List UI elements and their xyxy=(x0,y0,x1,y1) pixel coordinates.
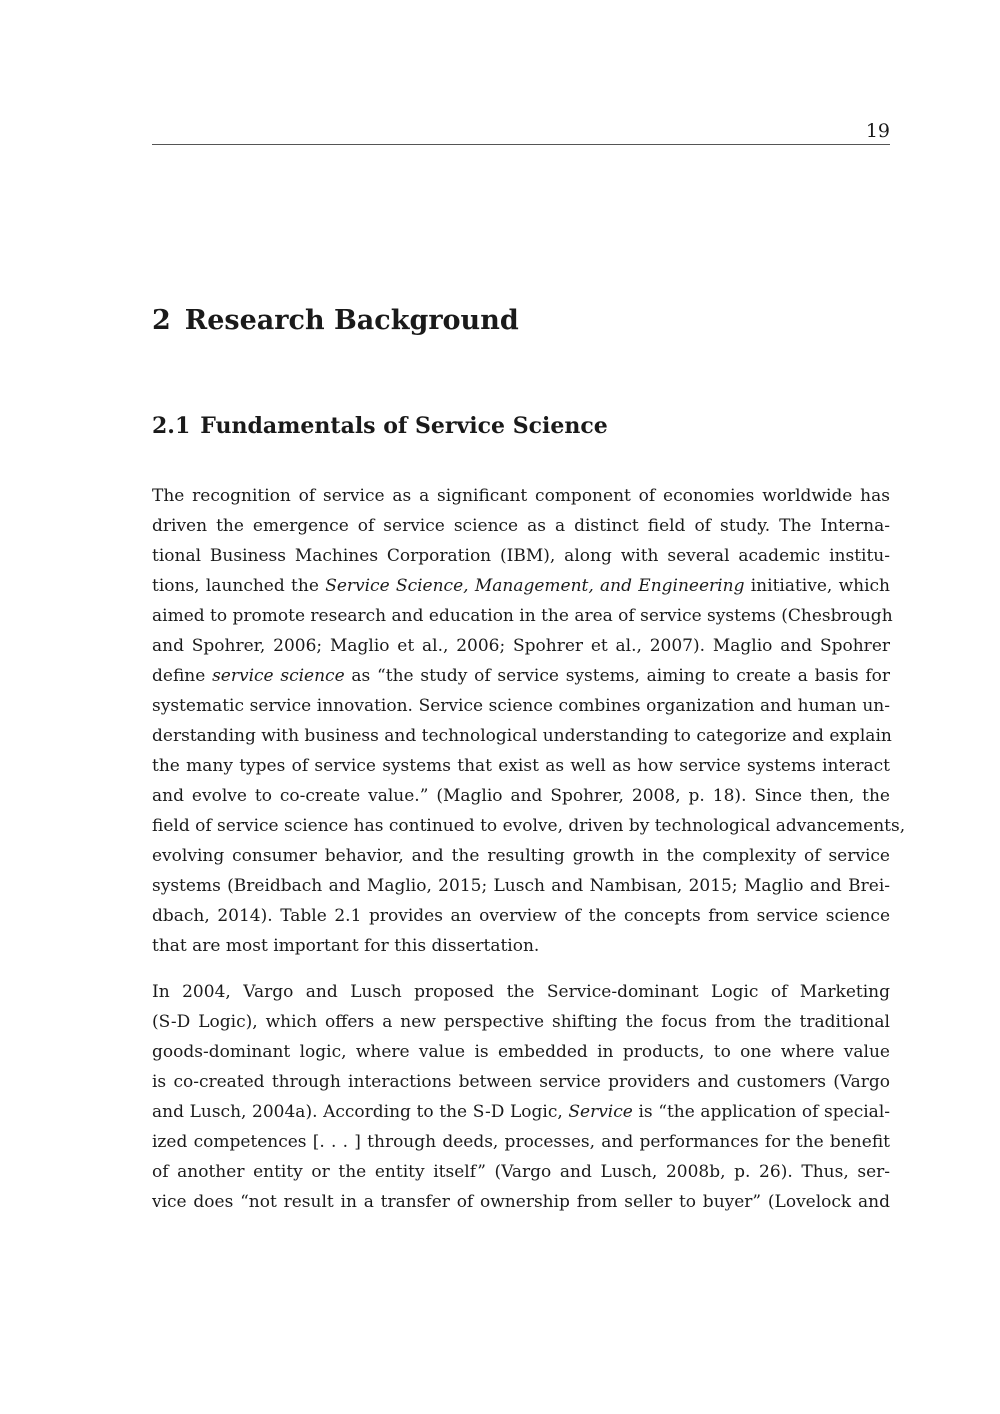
text-line: evolving consumer behavior, and the resulting growth in the complexity of service xyxy=(152,846,890,866)
text-line: and Spohrer, 2006; Maglio et al., 2006; Spohrer et al., 2007). Maglio and Spohrer xyxy=(152,636,890,656)
header-rule xyxy=(152,144,890,145)
text-line: that are most important for this dissertation. xyxy=(152,936,540,956)
section-heading xyxy=(152,412,608,440)
paragraph xyxy=(152,481,906,961)
text-line: driven the emergence of service science as a distinct field of study. The Interna- xyxy=(152,516,890,536)
text-line: is co-created through interactions between service providers and customers (Vargo xyxy=(152,1072,890,1092)
text-line: dbach, 2014). Table 2.1 provides an overview of the concepts from service science xyxy=(152,906,890,926)
text-line: derstanding with business and technological understanding to categorize and explain xyxy=(152,726,892,746)
text-line: The recognition of service as a significant component of economies worldwide has xyxy=(152,486,890,506)
text-line: goods-dominant logic, where value is embedded in products, to one where value xyxy=(152,1042,890,1062)
text-line: systematic service innovation. Service science combines organization and human un- xyxy=(152,696,890,716)
text-line: tional Business Machines Corporation (IBM), along with several academic institu- xyxy=(152,546,890,566)
text-line: ized competences [. . . ] through deeds, processes, and performances for the benefit xyxy=(152,1132,890,1152)
section-title: Fundamentals of Service Science xyxy=(200,413,608,439)
text-line: define service science as “the study of service systems, aiming to create a basis for xyxy=(152,666,890,686)
text-line: and evolve to co-create value.” (Maglio and Spohrer, 2008, p. 18). Since then, the xyxy=(152,786,890,806)
text-line: of another entity or the entity itself” (Vargo and Lusch, 2008b, p. 26). Thus, ser- xyxy=(152,1162,890,1182)
section-number: 2.1 xyxy=(152,413,191,439)
text-line: and Lusch, 2004a). According to the S-D Logic, Service is “the application of special- xyxy=(152,1102,890,1122)
body-text xyxy=(152,481,906,1217)
text-line: vice does “not result in a transfer of ownership from seller to buyer” (Lovelock and xyxy=(152,1192,890,1212)
text-line: the many types of service systems that exist as well as how service systems interact xyxy=(152,756,890,776)
paragraph xyxy=(152,977,890,1217)
text-line: systems (Breidbach and Maglio, 2015; Lusch and Nambisan, 2015; Maglio and Brei- xyxy=(152,876,890,896)
text-line: In 2004, Vargo and Lusch proposed the Service-dominant Logic of Marketing xyxy=(152,982,890,1002)
chapter-heading xyxy=(152,304,519,338)
text-line: field of service science has continued to evolve, driven by technological advancements, xyxy=(152,816,906,836)
text-line: tions, launched the Service Science, Management, and Engineering initiative, which xyxy=(152,576,891,596)
page-number: 19 xyxy=(865,120,890,142)
chapter-number: 2 xyxy=(152,305,171,336)
text-line: aimed to promote research and education in the area of service systems (Chesbrough xyxy=(152,606,893,626)
text-line: (S-D Logic), which offers a new perspective shifting the focus from the traditional xyxy=(152,1012,890,1032)
chapter-title: Research Background xyxy=(184,305,519,336)
